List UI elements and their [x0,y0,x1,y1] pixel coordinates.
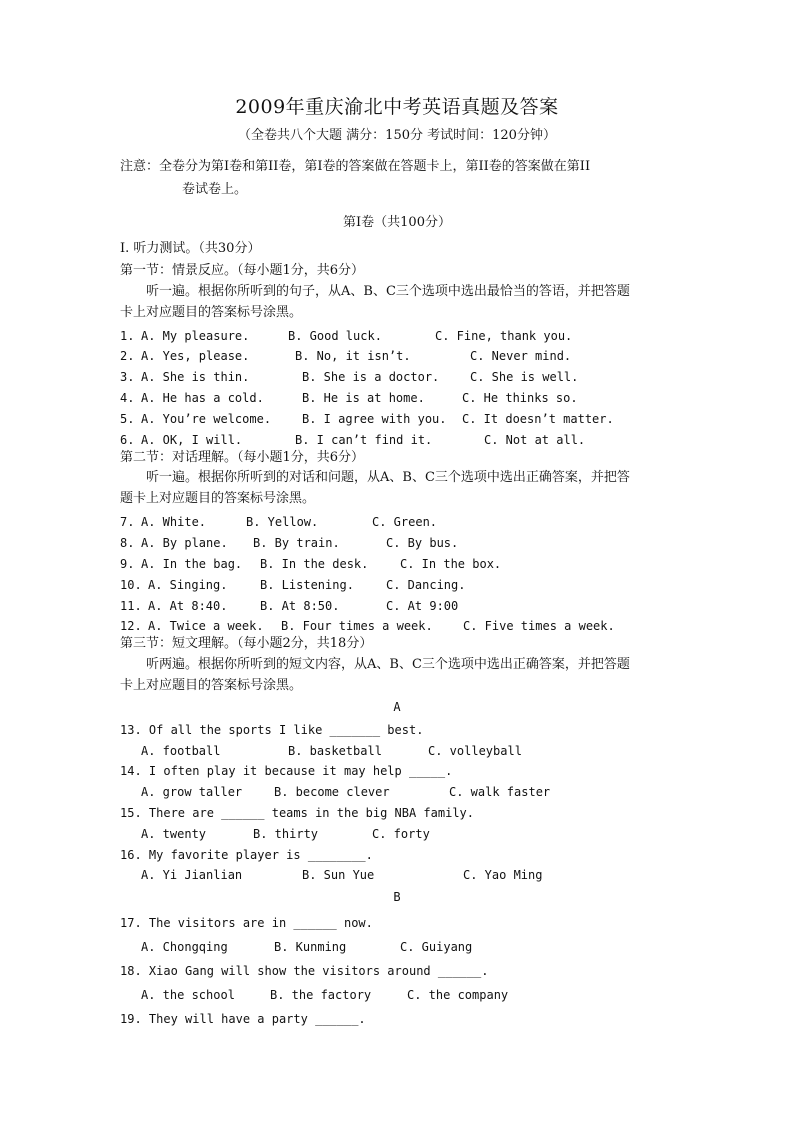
option-b: B. become clever [274,785,390,799]
question-15-stem: 15. There are ______ teams in the big NBA family. [120,806,475,820]
option-a: A. Chongqing [141,940,228,954]
option-b: B. At 8:50. [260,599,340,613]
option-a: A. OK, I will. [141,433,243,447]
question-16-stem: 16. My favorite player is ________. [120,848,373,862]
question-number: 4. [120,391,135,405]
option-b: B. I agree with you. [302,412,447,426]
option-b: B. I can’t find it. [295,433,433,447]
option-c: C. She is well. [470,370,579,384]
subsection-3-heading: 第三节：短文理解。（每小题2分，共18分） [120,636,373,651]
question-number: 8. [120,536,135,550]
option-b: B. She is a doctor. [302,370,440,384]
option-c: C. Five times a week. [463,619,615,633]
question-number: 1. [120,329,135,343]
question-number: 3. [120,370,135,384]
option-c: C. Fine, thank you. [435,329,573,343]
page-title: 2009年重庆渝北中考英语真题及答案 [235,96,559,118]
option-c: C. the company [407,988,509,1002]
option-b: B. Listening. [260,578,354,592]
option-a: A. Singing. [148,578,228,592]
option-a: A. grow taller [141,785,243,799]
subsection-3-instruction-1: 听两遍。根据你所听到的短文内容，从A、B、C三个选项中选出正确答案，并把答题 [146,657,630,672]
question-number: 12. [120,619,142,633]
passage-label-b: B [393,890,401,904]
option-c: C. In the box. [400,557,502,571]
question-17-stem: 17. The visitors are in ______ now. [120,916,373,930]
option-c: C. Guiyang [400,940,473,954]
option-a: A. My pleasure. [141,329,250,343]
option-c: C. He thinks so. [462,391,578,405]
option-c: C. volleyball [428,744,522,758]
page-subtitle: （全卷共八个大题 满分：150分 考试时间：120分钟） [238,128,556,143]
option-a: A. football [141,744,221,758]
option-a: A. She is thin. [141,370,250,384]
option-b: B. the factory [270,988,372,1002]
note-line-1: 注意：全卷分为第I卷和第II卷，第I卷的答案做在答题卡上，第II卷的答案做在第II [120,159,591,174]
option-a: A. twenty [141,827,207,841]
question-number: 9. [120,557,135,571]
question-number: 5. [120,412,135,426]
question-19-stem: 19. They will have a party ______. [120,1012,366,1026]
option-c: C. forty [372,827,430,841]
question-18-stem: 18. Xiao Gang will show the visitors around ______. [120,964,489,978]
option-a: A. You’re welcome. [141,412,272,426]
option-b: B. Sun Yue [302,868,375,882]
option-b: B. No, it isn’t. [295,349,411,363]
subsection-2-instruction-1: 听一遍。根据你所听到的对话和问题，从A、B、C三个选项中选出正确答案，并把答 [146,470,630,485]
option-c: C. At 9:00 [386,599,459,613]
option-c: C. Yao Ming [463,868,543,882]
option-a: A. Yi Jianlian [141,868,243,882]
option-b: B. Yellow. [246,515,319,529]
part-one-heading: 第I卷（共100分） [343,215,451,230]
option-c: C. It doesn’t matter. [462,412,614,426]
option-a: A. the school [141,988,235,1002]
subsection-3-instruction-2: 卡上对应题目的答案标号涂黑。 [120,678,303,693]
subsection-1-heading: 第一节：情景反应。（每小题1分，共6分） [120,263,365,278]
option-b: B. In the desk. [260,557,369,571]
option-b: B. Kunming [274,940,347,954]
subsection-2-instruction-2: 题卡上对应题目的答案标号涂黑。 [120,491,316,506]
option-b: B. Good luck. [288,329,382,343]
subsection-2-heading: 第二节：对话理解。（每小题1分，共6分） [120,450,365,465]
option-a: A. Twice a week. [148,619,264,633]
option-c: C. Never mind. [470,349,572,363]
option-a: A. By plane. [141,536,228,550]
question-number: 10. [120,578,142,592]
option-a: A. At 8:40. [148,599,228,613]
option-a: A. In the bag. [141,557,243,571]
option-c: C. Not at all. [484,433,586,447]
question-number: 7. [120,515,135,529]
passage-label-a: A [393,700,401,714]
question-13-stem: 13. Of all the sports I like _______ best. [120,723,424,737]
subsection-1-instruction-1: 听一遍。根据你所听到的句子，从A、B、C三个选项中选出最恰当的答语，并把答题 [146,284,630,299]
option-b: B. basketball [288,744,382,758]
question-number: 11. [120,599,142,613]
option-b: B. thirty [253,827,319,841]
option-a: A. Yes, please. [141,349,250,363]
subsection-1-instruction-2: 卡上对应题目的答案标号涂黑。 [120,305,303,320]
option-c: C. Dancing. [386,578,466,592]
option-b: B. He is at home. [302,391,425,405]
question-number: 6. [120,433,135,447]
option-c: C. walk faster [449,785,551,799]
option-a: A. He has a cold. [141,391,264,405]
question-number: 2. [120,349,135,363]
option-b: B. By train. [253,536,340,550]
option-c: C. By bus. [386,536,459,550]
note-line-2: 卷试卷上。 [182,182,248,197]
option-c: C. Green. [372,515,438,529]
option-a: A. White. [141,515,207,529]
section-heading: I. 听力测试。（共30分） [120,241,261,256]
option-b: B. Four times a week. [281,619,433,633]
question-14-stem: 14. I often play it because it may help _____. [120,764,453,778]
